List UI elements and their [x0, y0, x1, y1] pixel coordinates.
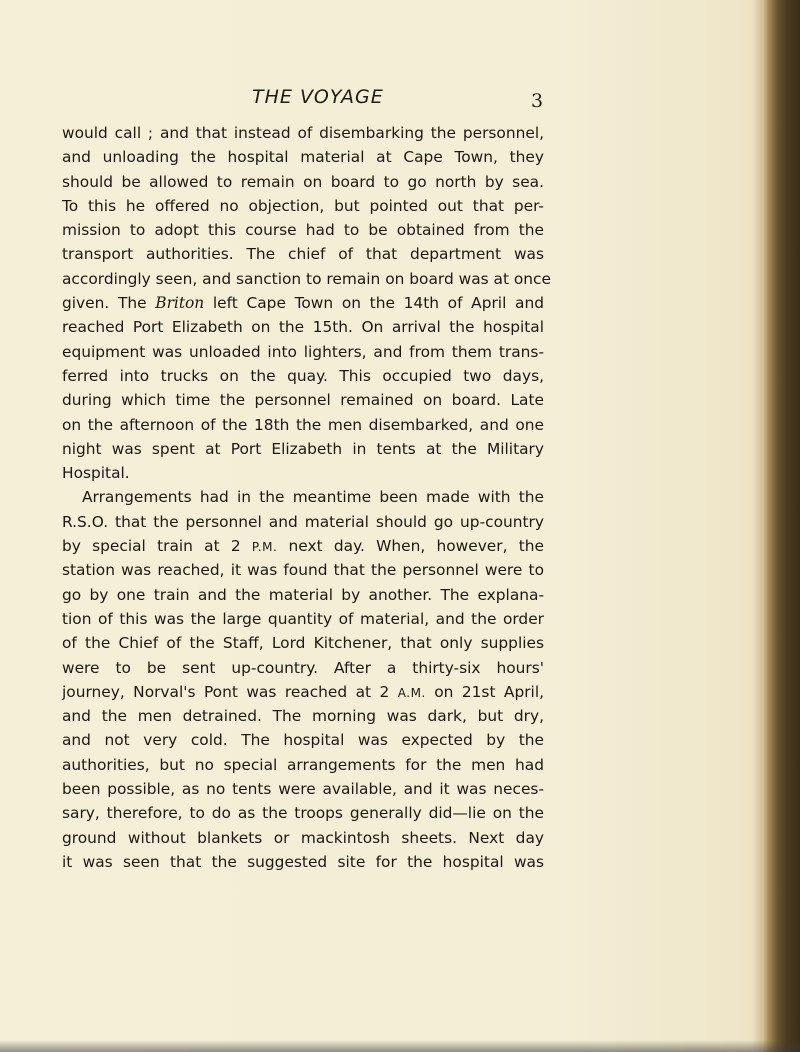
text-line: go by one train and the material by another. The explana- — [62, 585, 544, 604]
text-line: would call ; and that instead of disembarking the personnel, — [62, 124, 544, 142]
text-line: station was reached, it was found that the personnel were to — [62, 561, 544, 580]
text-line — [62, 534, 544, 558]
text-line: reached Port Elizabeth on the 15th. On arrival the hospital — [62, 318, 544, 337]
text-run: given. The — [62, 294, 156, 313]
text-line — [62, 680, 544, 704]
text-line: Hospital. — [62, 464, 130, 483]
page-number: 3 — [531, 90, 544, 112]
text-line: R.S.O. that the personnel and material should go up-country — [62, 512, 544, 531]
text-line: ground without blankets or mackintosh sheets. Next day — [62, 828, 544, 847]
time-abbrev: P.M. — [251, 540, 278, 555]
page-bottom-edge — [0, 1040, 800, 1052]
paragraph-start-line: Arrangements had in the meantime been made with the — [82, 488, 544, 507]
text-line: on the afternoon of the 18th the men disembarked, and one — [62, 415, 544, 434]
ship-name: Briton — [155, 294, 205, 313]
body-text — [62, 121, 551, 874]
text-run: journey, Norval's Pont was reached at 2 — [62, 682, 398, 701]
text-line: of the Chief of the Staff, Lord Kitchener, that only supplies — [62, 634, 544, 653]
text-run: by special train at 2 — [62, 537, 252, 556]
text-line: been possible, as no tents were available, and it was neces- — [62, 780, 544, 799]
book-binding — [762, 0, 800, 1052]
text-line: it was seen that the suggested site for the hospital was — [62, 852, 544, 871]
text-line: accordingly seen, and sanction to remain on board was at once — [62, 269, 551, 288]
text-line: and not very cold. The hospital was expected by the — [62, 731, 544, 750]
text-line: transport authorities. The chief of that department was — [62, 245, 544, 264]
text-line: tion of this was the large quantity of material, and the order — [62, 609, 544, 628]
text-line: were to be sent up-country. After a thirty-six hours' — [62, 658, 544, 677]
time-abbrev: A.M. — [397, 685, 426, 700]
text-line: ferred into trucks on the quay. This occupied two days, — [62, 366, 544, 385]
text-line: equipment was unloaded into lighters, and from them trans- — [62, 342, 544, 361]
text-line: authorities, but no special arrangements for the men had — [62, 755, 544, 774]
text-line: and unloading the hospital material at Cape Town, they — [62, 148, 544, 167]
text-run: left Cape Town on the 14th of April and — [204, 294, 544, 313]
text-line: during which time the personnel remained on board. Late — [62, 391, 544, 410]
text-line: and the men detrained. The morning was dark, but dry, — [62, 707, 544, 726]
text-run: next day. When, however, the — [277, 537, 545, 556]
text-run: on 21st April, — [425, 682, 544, 701]
running-title: THE VOYAGE — [252, 86, 384, 108]
text-line: mission to adopt this course had to be obtained from the — [62, 221, 544, 240]
text-line: To this he offered no objection, but pointed out that per- — [62, 196, 544, 215]
text-line: should be allowed to remain on board to go north by sea. — [62, 172, 544, 191]
page-curl-shadow — [752, 0, 762, 1052]
text-line: night was spent at Port Elizabeth in tents at the Military — [62, 439, 544, 458]
text-line — [62, 291, 544, 315]
page-header — [0, 86, 800, 116]
text-line: sary, therefore, to do as the troops generally did—lie on the — [62, 804, 544, 823]
